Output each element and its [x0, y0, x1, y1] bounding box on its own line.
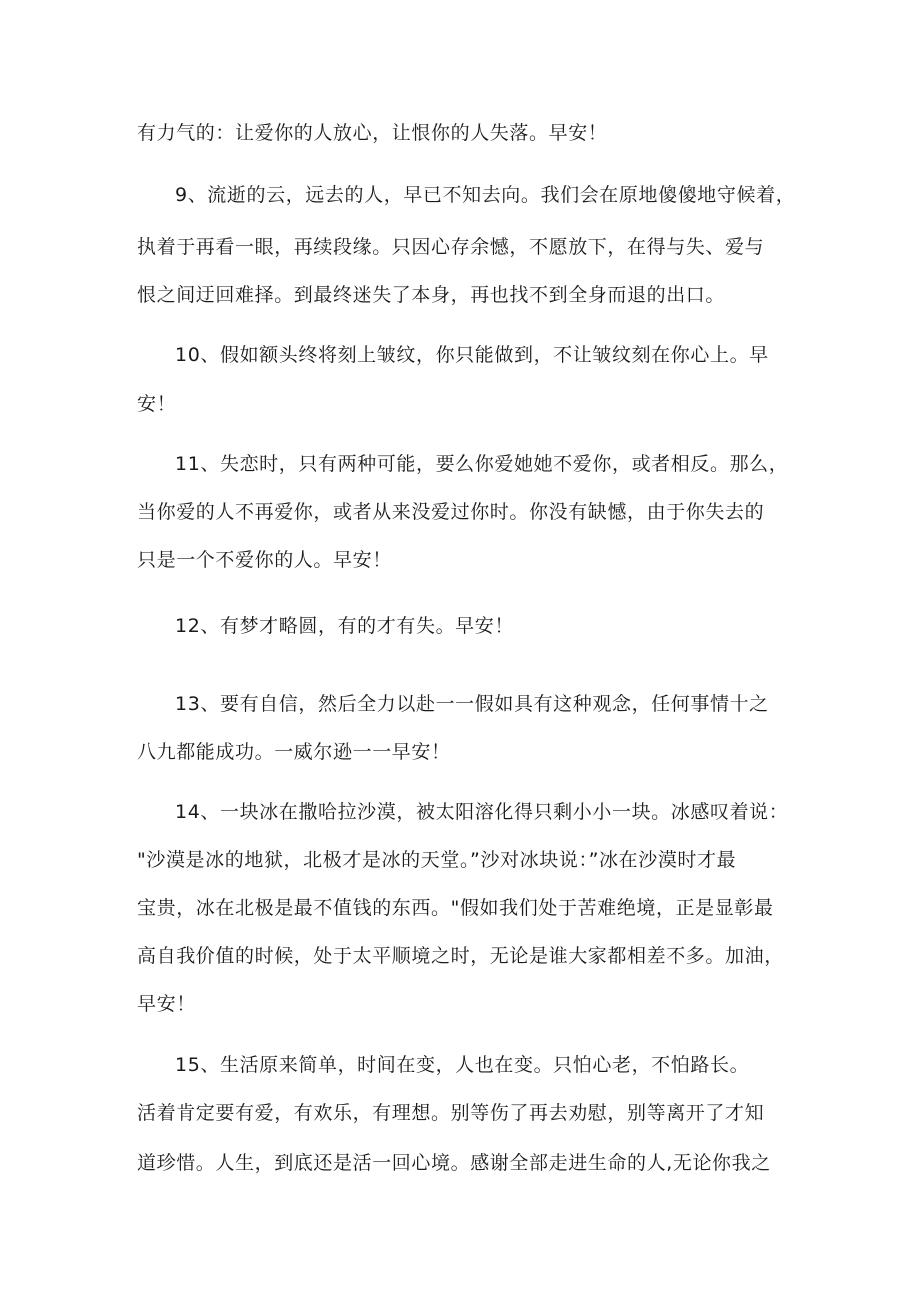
paragraph-9-line: 9、流逝的云，远去的人，早已不知去向。我们会在原地傻傻地守候着，	[175, 184, 796, 206]
paragraph-11-line: 只是一个不爱你的人。早安！	[137, 549, 392, 571]
paragraph-15-line: 道珍惜。人生，到底还是活一回心境。感谢全部走进生命的人,无论你我之	[137, 1152, 771, 1174]
paragraph-14-line: 宝贵，冰在北极是最不值钱的东西。"假如我们处于苦难绝境，正是显彰最	[137, 897, 774, 919]
paragraph-9-line: 恨之间迂回难择。到最终迷失了本身，再也找不到全身而退的出口。	[137, 284, 726, 306]
paragraph-10-line: 10、假如额头终将刻上皱纹，你只能做到，不让皱纹刻在你心上。早	[175, 344, 769, 366]
paragraph-13-line: 八九都能成功。一威尔逊一一早安！	[137, 741, 451, 763]
paragraph-12-line: 12、有梦才略圆，有的才有失。早安！	[175, 615, 514, 637]
paragraph-14-line: "沙漠是冰的地狱，北极才是冰的天堂。”沙对冰块说：”冰在沙漠时才最	[137, 849, 737, 871]
paragraph-14-line: 早安！	[137, 993, 196, 1015]
paragraph-14-line: 14、一块冰在撒哈拉沙漠，被太阳溶化得只剩小小一块。冰感叹着说：	[175, 801, 789, 823]
paragraph-9-line: 执着于再看一眼，再续段缘。只因心存余憾，不愿放下，在得与失、爱与	[137, 236, 765, 258]
paragraph-14-line: 高自我价值的时候，处于太平顺境之时，无论是谁大家都相差不多。加油，	[137, 945, 784, 967]
paragraph-13-line: 13、要有自信，然后全力以赴一一假如具有这种观念，任何事情十之	[175, 693, 769, 715]
paragraph-10-line: 安！	[137, 393, 177, 415]
paragraph-15-line: 活着肯定要有爱，有欢乐，有理想。别等伤了再去劝慰，别等离开了才知	[137, 1102, 765, 1124]
paragraph-15-line: 15、生活原来简单，时间在变，人也在变。只怕心老，不怕路长。	[175, 1054, 750, 1076]
paragraph-11-line: 当你爱的人不再爱你，或者从来没爱过你时。你没有缺憾，由于你失去的	[137, 501, 765, 523]
paragraph-11-line: 11、失恋时，只有两种可能，要么你爱她她不爱你，或者相反。那么，	[175, 453, 789, 475]
text-line: 有力气的：让爱你的人放心，让恨你的人失落。早安！	[137, 122, 608, 144]
